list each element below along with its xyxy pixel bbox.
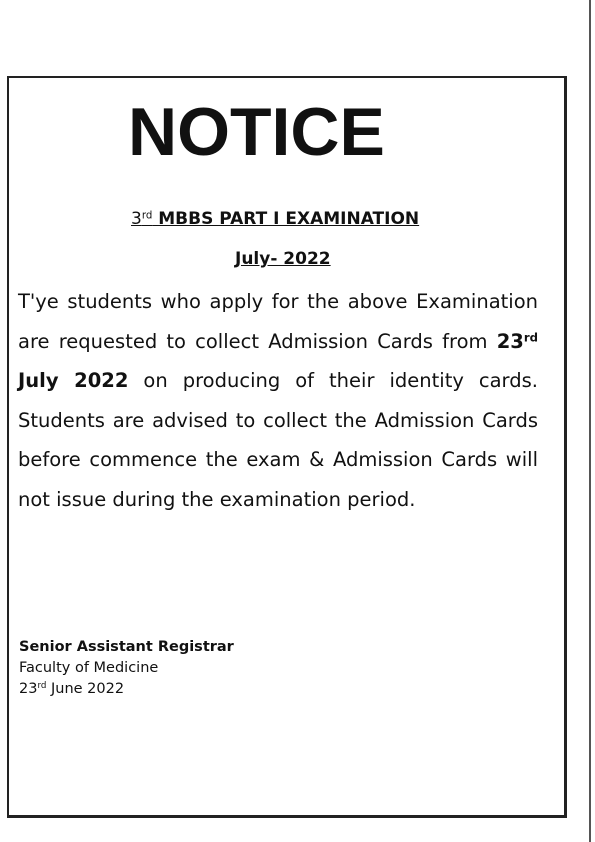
body-text-end: on producing of their identity cards. Students are advised to collect the Admission Cards before commence the exam & Admission Cards will not issue during the examination period.: [18, 369, 538, 511]
exam-title-text: MBBS PART I EXAMINATION: [152, 209, 420, 229]
signature-date-suffix: rd: [37, 681, 47, 692]
signature-block: [19, 637, 234, 700]
page-edge-line: [589, 0, 591, 842]
exam-date: July- 2022: [235, 249, 331, 269]
signatory-department: Faculty of Medicine: [19, 660, 159, 676]
body-date-rest: July 2022: [18, 369, 129, 392]
notice-body: [18, 282, 538, 519]
signature-date-day: 23: [19, 681, 38, 697]
signatory-title: Senior Assistant Registrar: [19, 639, 234, 655]
signature-date-rest: June 2022: [46, 681, 125, 697]
exam-ordinal-number: 3: [131, 209, 142, 229]
body-text-start: T'ye students who apply for the above Examination are requested to collect Admission Cards from: [18, 290, 538, 353]
exam-ordinal-suffix: rd: [141, 210, 153, 222]
signature-date: [19, 679, 234, 700]
exam-title: [131, 209, 419, 229]
body-date-suffix: rd: [523, 330, 538, 345]
body-date-day: 23: [496, 329, 524, 353]
notice-heading: NOTICE: [128, 94, 385, 170]
